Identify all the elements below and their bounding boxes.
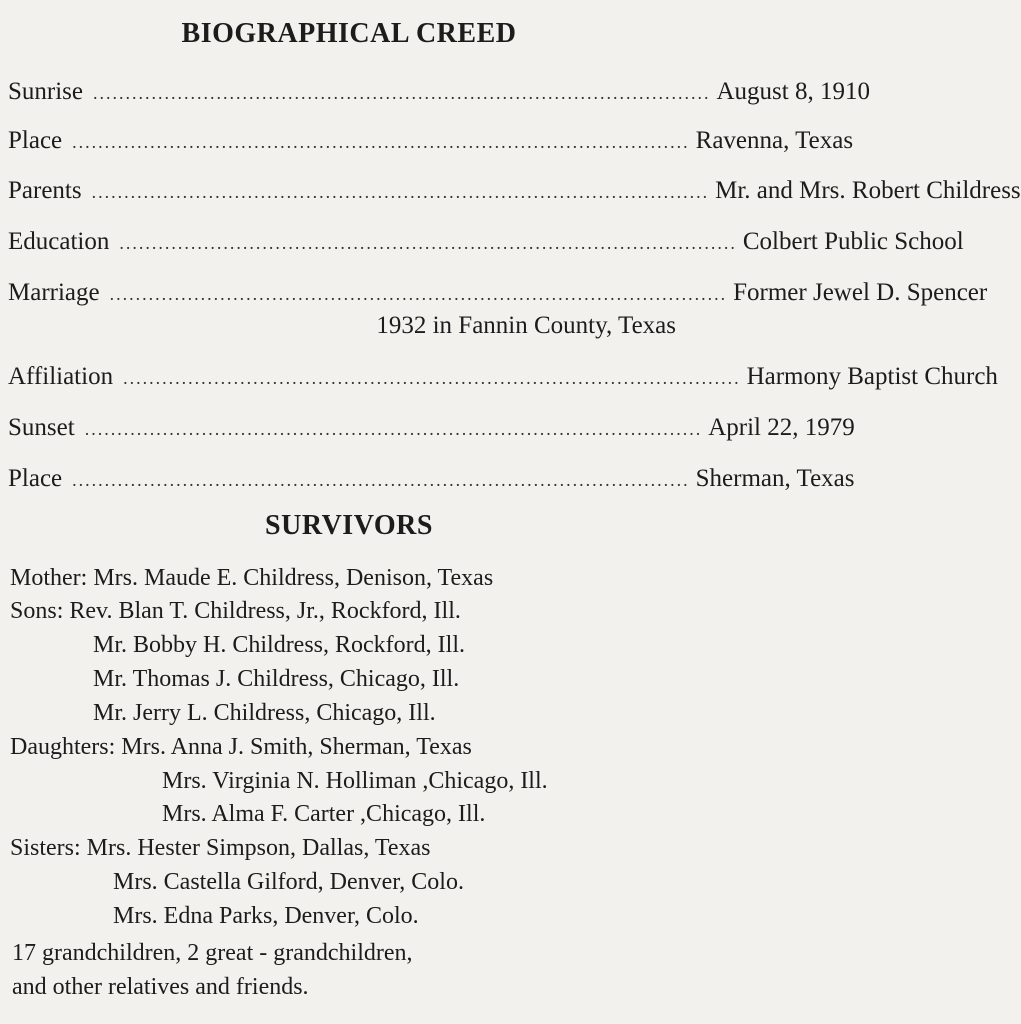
survivor-line: Mrs. Castella Gilford, Denver, Colo. bbox=[113, 869, 464, 895]
creed-value: Harmony Baptist Church bbox=[746, 363, 998, 390]
creed-row-marriage bbox=[8, 279, 988, 313]
dot-leader: ............................................................................................... bbox=[109, 284, 728, 304]
creed-label: Parents bbox=[8, 177, 82, 204]
dot-leader: ............................................................................................... bbox=[84, 419, 703, 439]
creed-row-parents bbox=[8, 177, 1021, 211]
dot-leader: ............................................................................................... bbox=[91, 182, 710, 202]
dot-leader: ............................................................................................... bbox=[123, 368, 741, 388]
survivor-line: Sons: Rev. Blan T. Childress, Jr., Rockford, Ill. bbox=[10, 598, 461, 624]
dot-leader: ............................................................................................... bbox=[119, 233, 737, 253]
creed-row-affiliation bbox=[8, 363, 998, 397]
survivor-line: Mrs. Virginia N. Holliman ,Chicago, Ill. bbox=[162, 768, 548, 794]
creed-value: April 22, 1979 bbox=[708, 414, 855, 441]
survivor-line: Mr. Jerry L. Childress, Chicago, Ill. bbox=[93, 700, 436, 726]
creed-label: Place bbox=[8, 127, 63, 154]
creed-value: Colbert Public School bbox=[742, 228, 964, 255]
creed-row-place-birth bbox=[8, 127, 854, 161]
creed-value: Former Jewel D. Spencer bbox=[733, 279, 988, 306]
creed-label: Education bbox=[8, 228, 110, 255]
creed-label: Affiliation bbox=[8, 363, 114, 390]
dot-leader: ............................................................................................... bbox=[72, 132, 690, 152]
survivors-heading: SURVIVORS bbox=[265, 510, 433, 541]
creed-label: Sunrise bbox=[8, 78, 83, 105]
creed-row-education bbox=[8, 228, 964, 262]
creed-label: Marriage bbox=[8, 279, 100, 306]
creed-label: Place bbox=[8, 465, 63, 492]
page-title: BIOGRAPHICAL CREED bbox=[181, 18, 517, 49]
creed-value: Sherman, Texas bbox=[695, 465, 855, 492]
survivor-line: Mr. Thomas J. Childress, Chicago, Ill. bbox=[93, 666, 460, 692]
creed-value: August 8, 1910 bbox=[716, 78, 870, 105]
survivor-line: Daughters: Mrs. Anna J. Smith, Sherman, Texas bbox=[10, 734, 472, 760]
creed-row-place-death bbox=[8, 465, 855, 499]
survivor-line: Mr. Bobby H. Childress, Rockford, Ill. bbox=[93, 632, 465, 658]
creed-value: Ravenna, Texas bbox=[695, 127, 854, 154]
survivor-line: Sisters: Mrs. Hester Simpson, Dallas, Texas bbox=[10, 835, 431, 861]
creed-value: Mr. and Mrs. Robert Childress bbox=[715, 177, 1021, 204]
survivor-line: 17 grandchildren, 2 great - grandchildren, bbox=[12, 940, 413, 966]
creed-row-sunrise bbox=[8, 78, 870, 112]
creed-row-sunset bbox=[8, 414, 855, 448]
creed-label: Sunset bbox=[8, 414, 75, 441]
creed-value-continued: 1932 in Fannin County, Texas bbox=[376, 312, 676, 339]
dot-leader: ............................................................................................... bbox=[72, 470, 690, 490]
survivor-line: Mrs. Edna Parks, Denver, Colo. bbox=[113, 903, 419, 929]
dot-leader: ............................................................................................... bbox=[93, 83, 711, 103]
survivor-line: and other relatives and friends. bbox=[12, 974, 309, 1000]
survivor-line: Mrs. Alma F. Carter ,Chicago, Ill. bbox=[162, 801, 486, 827]
survivor-line: Mother: Mrs. Maude E. Childress, Denison, Texas bbox=[10, 565, 494, 591]
